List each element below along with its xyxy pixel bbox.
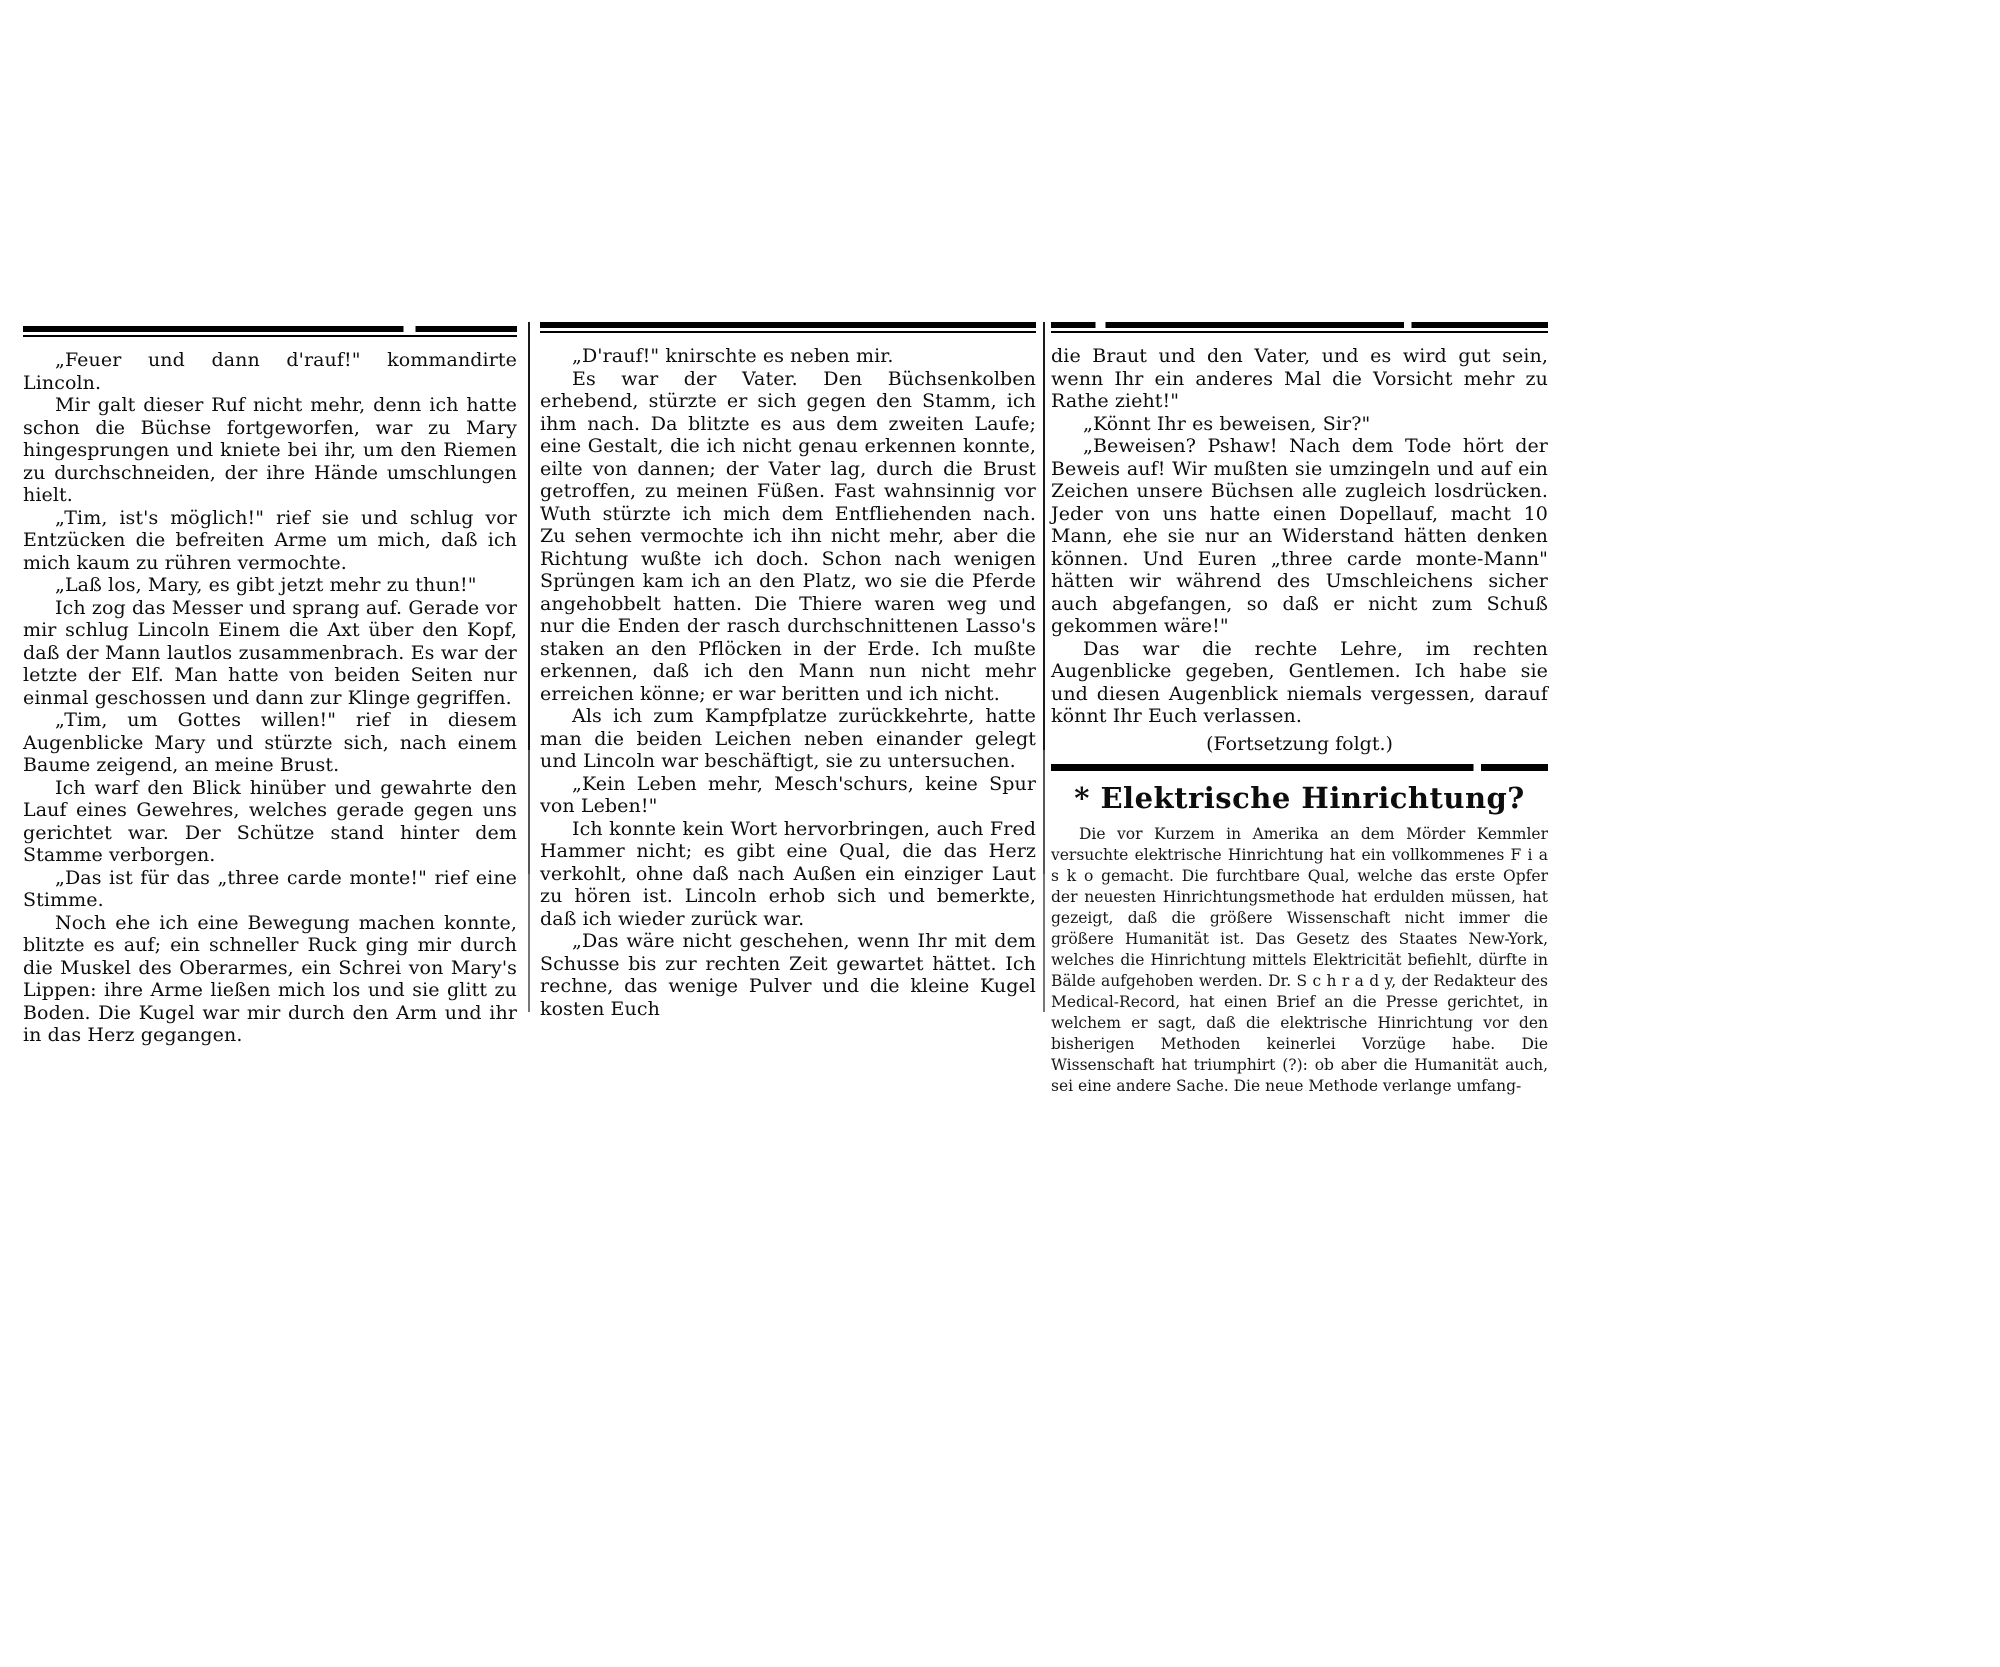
- story-paragraph: „Kein Leben mehr, Mesch'schurs, keine Spur von Leben!": [540, 772, 1036, 817]
- story-paragraph: Ich warf den Blick hinüber und gewahrte den Lauf eines Gewehres, welches gerade gegen uns gerichtet war. Der Schütze stand hinter dem Stamme verborgen.: [23, 776, 517, 866]
- story-paragraph: Noch ehe ich eine Bewegung machen konnte, blitzte es auf; ein schneller Ruck ging mir durch die Muskel des Oberarmes, ein Schrei von Mary's Lippen: ihre Arme ließen mich los und sie glitt zu Boden. Die Kugel war mir durch den Arm und ihr in das Herz gegangen.: [23, 911, 517, 1046]
- story-paragraph: „Feuer und dann d'rauf!" kommandirte Lincoln.: [23, 349, 517, 394]
- story-paragraph: „Laß los, Mary, es gibt jetzt mehr zu thun!": [55, 574, 477, 596]
- story-paragraph: „Tim, ist's möglich!" rief sie und schlug vor Entzücken die befreiten Arme um mich, daß ich mich kaum zu rühren vermochte.: [23, 506, 517, 574]
- story-paragraph: Ich konnte kein Wort hervorbringen, auch Fred Hammer nicht; es gibt eine Qual, die das Herz verkohlt, ohne daß nach Außen ein einziger Laut zu hören ist. Lincoln erhob sich und bemerkte, daß ich wieder zurück war.: [540, 817, 1036, 930]
- rule-bar: [540, 322, 1036, 328]
- rule-bar: [1051, 322, 1548, 328]
- story-paragraph: „Beweisen? Pshaw! Nach dem Tode hört der Beweis auf! Wir mußten sie umzingeln und auf ein Zeichen unsere Büchsen alle zugleich losdrücken. Jeder von uns hatte einen Dopellauf, macht 10 Mann, ehe sie nur an Widerstand hätten denken können. Und Euren „three carde monte-Mann" hätten wir während des Umschleichens sicher auch abgefangen, so daß er nicht zum Schuß gekommen wäre!": [1051, 435, 1548, 637]
- column-divider: [1043, 322, 1045, 1012]
- story-paragraph: „D'rauf!" knirschte es neben mir.: [572, 345, 894, 367]
- story-paragraph: „Tim, um Gottes willen!" rief in diesem Augenblicke Mary und stürzte sich, nach einem Baume zeigend, an meine Brust.: [23, 709, 517, 776]
- story-column-3: [1051, 322, 1548, 1097]
- rule-hairline: [540, 331, 1036, 333]
- story-paragraph: Mir galt dieser Ruf nicht mehr, denn ich hatte schon die Büchse fortgeworfen, war zu Mary hingesprungen und kniete bei ihr, um den Riemen zu durchschneiden, der ihre Hände umschlungen hielt.: [23, 394, 517, 506]
- story-paragraph: Als ich zum Kampfplatze zurückkehrte, hatte man die beiden Leichen neben einander gelegt und Lincoln war beschäftigt, sie zu untersuchen.: [540, 705, 1036, 772]
- column-top-rule: [23, 326, 517, 337]
- rule-hairline: [1051, 331, 1548, 333]
- column-top-rule: [540, 322, 1036, 333]
- continuation-note: (Fortsetzung folgt.): [1206, 732, 1393, 755]
- article-body: Die vor Kurzem in Amerika an dem Mörder Kemmler versuchte elektrische Hinrichtung hat ein vollkommenes F i a s k o gemacht. Die furchtbare Qual, welche das erste Opfer der neuesten Hinrichtungsmethode hat erdulden müssen, hat gezeigt, daß die größere Wissenschaft nicht immer die größere Humanität ist. Das Gesetz des Staates New-York, welches die Hinrichtung mittels Elektricität befiehlt, dürfte in Bälde aufgehoben werden. Dr. S c h r a d y, der Redakteur des Medical-Record, hat einen Brief an die Presse gerichtet, in welchem er sagt, daß die elektrische Hinrichtung vor den bisherigen Methoden keinerlei Vorzüge habe. Die Wissenschaft hat triumphirt (?): ob aber die Humanität auch, sei eine andere Sache. Die neue Methode verlange umfang-: [1051, 824, 1548, 1095]
- story-paragraph: Es war der Vater. Den Büchsenkolben erhebend, stürzte er sich gegen den Stamm, ich ihm nach. Da blitzte es aus dem zweiten Laufe; eine Gestalt, die ich nicht genau erkennen konnte, eilte von dannen; der Vater lag, durch die Brust getroffen, zu meinen Füßen. Fast wahnsinnig vor Wuth stürzte ich mich dem Entfliehenden nach. Zu sehen vermochte ich ihn nicht mehr, aber die Richtung wußte ich doch. Schon nach wenigen Sprüngen kam ich an den Platz, wo sie die Pferde angehobbelt hatten. Die Thiere waren weg und nur die Enden der rasch durchschnittenen Lasso's staken an den Pflöcken in der Erde. Ich mußte erkennen, daß ich den Mann nun nicht mehr erreichen könne; er war beritten und ich nicht.: [540, 367, 1036, 705]
- story-column-1: [23, 326, 517, 1047]
- story-paragraph: „Das ist für das „three carde monte!" rief eine Stimme.: [23, 866, 517, 911]
- column-top-rule: [1051, 322, 1548, 333]
- story-paragraph: Das war die rechte Lehre, im rechten Augenblicke gegeben, Gentlemen. Ich habe sie und diesen Augenblick niemals vergessen, darauf könnt Ihr Euch verlassen.: [1051, 637, 1548, 727]
- rule-bar: [23, 326, 517, 332]
- story-paragraph: „Das wäre nicht geschehen, wenn Ihr mit dem Schusse bis zur rechten Zeit gewartet hättet. Ich rechne, das wenige Pulver und die kleine Kugel kosten Euch: [540, 930, 1036, 1020]
- story-paragraph: die Braut und den Vater, und es wird gut sein, wenn Ihr ein anderes Mal die Vorsicht mehr zu Rathe zieht!": [1051, 345, 1548, 412]
- column-divider: [528, 322, 530, 1012]
- story-column-2: [540, 322, 1036, 1020]
- story-paragraph: Ich zog das Messer und sprang auf. Gerade vor mir schlug Lincoln Einem die Axt über den Kopf, daß der Mann lautlos zusammenbrach. Es war der letzte der Elf. Man hatte von beiden Seiten nur einmal geschossen und dann zur Klinge gegriffen.: [23, 596, 517, 709]
- article-divider-rule: [1051, 764, 1548, 771]
- story-paragraph: „Könnt Ihr es beweisen, Sir?": [1083, 412, 1371, 435]
- rule-hairline: [23, 335, 517, 337]
- article-title: * Elektrische Hinrichtung?: [1074, 780, 1525, 815]
